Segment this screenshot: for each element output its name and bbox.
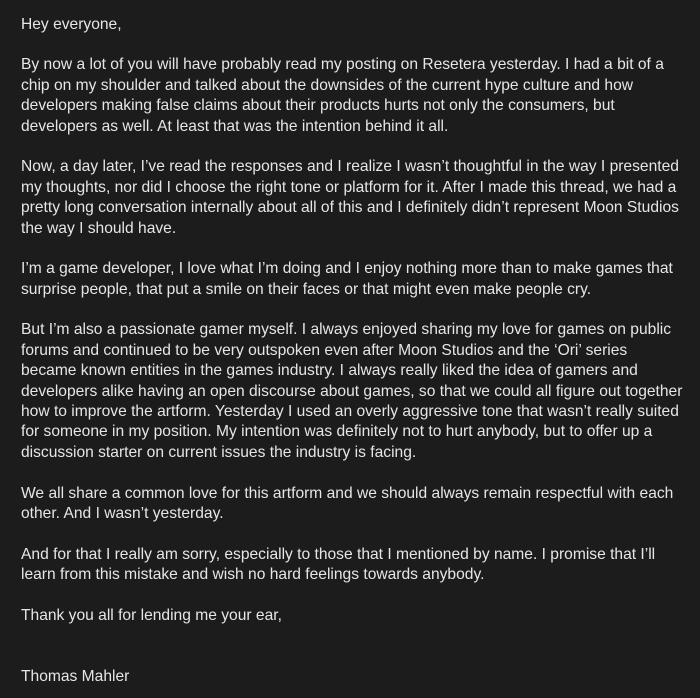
paragraph-line: pretty long conversation internally about all of this and I definitely didn’t represent Moon Studios [21, 199, 679, 217]
paragraph-line: for someone in my position. My intention was definitely not to hurt anybody, but to offer up a [21, 423, 653, 441]
greeting: Hey everyone, [21, 16, 122, 33]
paragraph-line: developers as well. At least that was the intention behind it all. [21, 117, 449, 135]
paragraph-line: became known entities in the games industry. I always really liked the idea of gamers and [21, 362, 638, 380]
paragraph-line: chip on my shoulder and talked about the downsides of the current hype culture and how [21, 76, 634, 94]
paragraph-5 [21, 484, 682, 525]
paragraph-line: We all share a common love for this artform and we should always remain respectful with each [21, 484, 674, 502]
paragraph-line: But I’m also a passionate gamer myself. I always enjoyed sharing my love for games on public [21, 321, 672, 339]
paragraph-line: how to improve the artform. Yesterday I used an overly aggressive tone that wasn’t really suited [21, 402, 679, 420]
paragraph-line: learn from this mistake and wish no hard feelings towards anybody. [21, 566, 485, 584]
paragraph-line: And for that I really am sorry, especially to those that I mentioned by name. I promise that I’ll [21, 545, 656, 563]
closing-line: Thank you all for lending me your ear, [21, 606, 282, 624]
paragraph-line: I’m a game developer, I love what I’m doing and I enjoy nothing more than to make games that [21, 260, 673, 278]
paragraph-line: developers making false claims about their products hurts not only the consumers, but [21, 97, 615, 115]
paragraph-line: developers alike having an open discourse about games, so that we could all figure out together [21, 382, 683, 400]
paragraph-line: surprise people, that put a smile on their faces or that might even make people cry. [21, 280, 592, 298]
paragraph-3 [21, 259, 682, 300]
paragraph-line: By now a lot of you will have probably read my posting on Resetera yesterday. I had a bit of a [21, 56, 664, 74]
paragraph-line: other. And I wasn’t yesterday. [21, 504, 224, 522]
paragraph-6 [21, 545, 682, 586]
paragraph-1 [21, 55, 682, 137]
paragraph-line: Now, a day later, I’ve read the responses and I realize I wasn’t thoughtful in the way I presented [21, 158, 679, 176]
signature-name: Thomas Mahler [21, 667, 130, 685]
paragraph-line: forums and continued to be very outspoken even after Moon Studios and the ‘Ori’ series [21, 341, 628, 359]
paragraph-line: the way I should have. [21, 219, 177, 237]
paragraph-line: discussion starter on current issues the industry is facing. [21, 443, 417, 461]
paragraph-2 [21, 157, 682, 239]
paragraph-line: my thoughts, nor did I choose the right tone or platform for it. After I made this thread, we had a [21, 178, 677, 196]
paragraph-4 [21, 320, 682, 463]
